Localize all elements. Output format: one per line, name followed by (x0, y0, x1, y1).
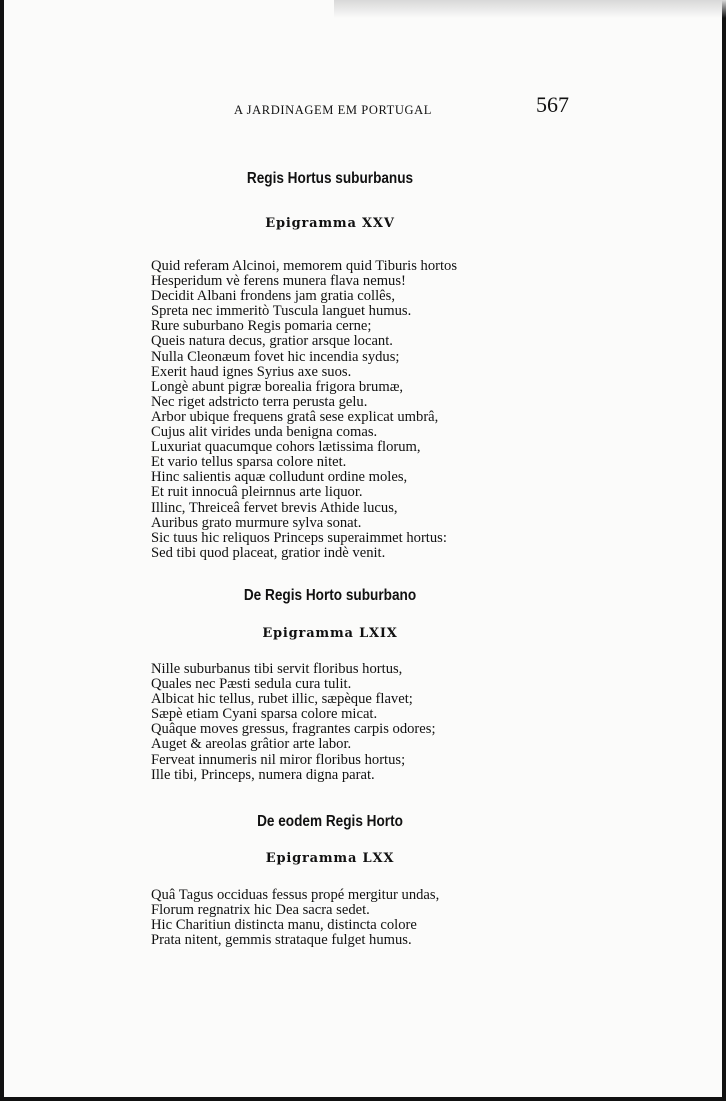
poem-line: Hic Charitiun distincta manu, distincta colore (151, 917, 417, 934)
poem-line: Hesperidum vè ferens munera flava nemus! (151, 273, 406, 290)
poem-section-3 (151, 888, 439, 948)
poem-line: Nec riget adstricto terra perusta gelu. (151, 393, 368, 410)
poem-line: Quid referam Alcinoi, memorem quid Tiburis hortos (151, 258, 458, 274)
epigram-label: Epigramma LXIX (262, 626, 398, 641)
poem-line: Sic tuus hic reliquos Princeps superaimmet hortus: (151, 529, 447, 546)
poem-line: Auribus grato murmure sylva sonat. (151, 514, 362, 531)
poem-line: Quâque moves gressus, fragrantes carpis odores; (151, 721, 436, 738)
poem-line: Luxuriat quacumque cohors lætissima florum, (151, 439, 421, 456)
poem-line: Longè abunt pigræ borealia frigora brumæ, (151, 378, 404, 395)
poem-line: Hinc salientis aquæ colludunt ordine moles, (151, 469, 408, 486)
section-title: De Regis Horto suburbano (243, 587, 417, 604)
page-number: 567 (536, 92, 569, 117)
poem-section-2 (151, 662, 436, 783)
poem-line: Arbor ubique frequens gratâ sese explicat umbrâ, (151, 408, 439, 425)
epigram-label: Epigramma LXX (265, 851, 395, 866)
poem-line: Nulla Cleonæum fovet hic incendia sydus; (151, 348, 400, 365)
poem-line: Spreta nec immeritò Tuscula languet humus. (151, 303, 412, 320)
poem-line: Auget & areolas grâtior arte labor. (151, 736, 352, 753)
section-title: De eodem Regis Horto (257, 813, 403, 830)
poem-line: Queis natura decus, gratior arsque locant. (151, 333, 393, 350)
poem-line: Albicat hic tellus, rubet illic, sæpèque flavet; (151, 691, 413, 708)
section-title: Regis Hortus suburbanus (246, 170, 414, 187)
poem-line: Rure suburbano Regis pomaria cerne; (151, 318, 372, 335)
poem-section-1 (151, 259, 457, 561)
poem-line: Sæpè etiam Cyani sparsa colore micat. (151, 706, 378, 723)
poem-line: Sed tibi quod placeat, gratior indè venit. (151, 544, 386, 561)
poem-line: Prata nitent, gemmis strataque fulget humus. (151, 932, 412, 949)
poem-line: Ferveat innumeris nil miror floribus hortus; (151, 751, 406, 768)
poem-line: Nille suburbanus tibi servit floribus hortus, (151, 661, 403, 677)
poem-line: Quâ Tagus occiduas fessus propé mergitur undas, (151, 887, 440, 903)
poem-line: Illinc, Threiceâ fervet brevis Athide lucus, (151, 499, 398, 516)
poem-line: Et vario tellus sparsa colore nitet. (151, 454, 347, 471)
scan-smudge (334, 0, 726, 18)
poem-line: Florum regnatrix hic Dea sacra sedet. (151, 902, 370, 919)
poem-line: Ille tibi, Princeps, numera digna parat. (151, 766, 375, 783)
epigram-label: Epigramma XXV (265, 216, 395, 231)
poem-line: Decidit Albani frondens jam gratia collês, (151, 288, 395, 305)
poem-line: Quales nec Pæsti sedula cura tulit. (151, 676, 352, 693)
running-title: A JARDINAGEM EM PORTUGAL (234, 103, 433, 117)
poem-line: Exerit haud ignes Syrius axe suos. (151, 363, 352, 380)
poem-line: Cujus alit virides unda benigna comas. (151, 424, 378, 441)
poem-line: Et ruit innocuâ pleirnnus arte liquor. (151, 484, 363, 501)
